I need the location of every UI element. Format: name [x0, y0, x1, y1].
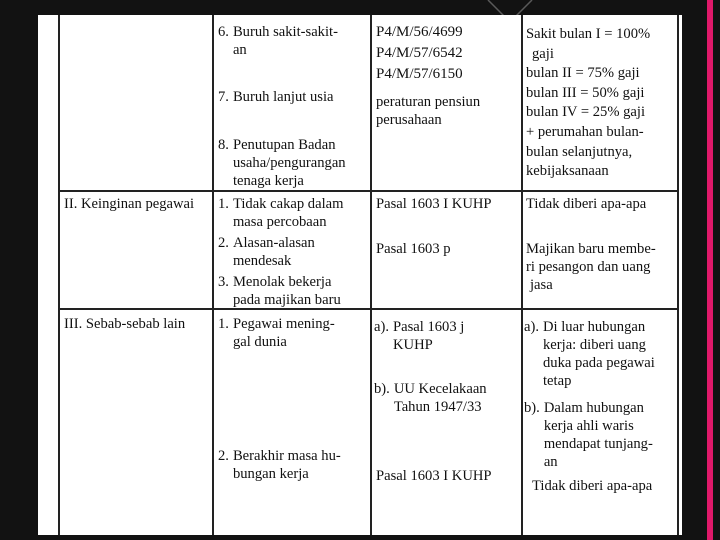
section-2-item-1: 1. Tidak cakap dalam masa percobaan	[218, 196, 344, 230]
regulation-codes: P4/M/56/4699 P4/M/57/6542 P4/M/57/6150	[376, 24, 463, 82]
column-divider-2	[370, 15, 372, 535]
section-3-label: III. Sebab-sebab lain	[64, 316, 186, 332]
row-divider-section-2	[58, 190, 678, 192]
section-2-item-3: 3. Menolak bekerja pada majikan baru	[218, 274, 341, 308]
column-divider-1	[212, 15, 214, 535]
section-2-item-2: 2. Alasan-alasan mendesak	[218, 235, 315, 269]
table-border-right	[677, 15, 679, 535]
sick-pay-scheme: Sakit bulan I = 100% gaji bulan II = 75% gaji bulan III = 50% gaji bulan IV = 25% gaji + perumahan bulan- bulan selanjutnya, kebijaksanaan	[526, 26, 651, 180]
item-6-buruh-sakit: 6. Buruh sakit-sakit- an	[218, 24, 338, 58]
section-2-label: II. Keinginan pegawai	[64, 196, 195, 212]
section-2-item-1-result: Tidak diberi apa-apa	[526, 196, 647, 212]
section-2-item-2-law: Pasal 1603 p	[376, 241, 451, 257]
section-3-item-2-law: Pasal 1603 I KUHP	[376, 468, 492, 484]
accent-bar	[707, 0, 713, 540]
item-7-buruh-lanjut-usia: 7. Buruh lanjut usia	[218, 89, 334, 105]
section-2-item-2-result: Majikan baru membe- ri pesangon dan uang jasa	[526, 241, 656, 293]
section-3-item-1: 1. Pegawai mening- gal dunia	[218, 316, 335, 350]
column-divider-3	[521, 15, 523, 535]
row-divider-section-3	[58, 308, 678, 310]
section-3-result-b: b). Dalam hubungan kerja ahli waris mendapat tunjang- an	[524, 400, 653, 470]
section-3-item-2-result: Tidak diberi apa-apa	[532, 478, 653, 494]
pension-regulation: peraturan pensiun perusahaan	[376, 94, 481, 128]
scanned-table-page	[38, 15, 682, 535]
table-border-left	[58, 15, 60, 535]
section-3-result-a: a). Di luar hubungan kerja: diberi uang duka pada pegawai tetap	[524, 319, 655, 389]
section-3-law-a: a). Pasal 1603 j KUHP	[374, 319, 465, 353]
section-3-item-2: 2. Berakhir masa hu- bungan kerja	[218, 448, 341, 482]
section-3-law-b: b). UU Kecelakaan Tahun 1947/33	[374, 381, 487, 415]
item-8-penutupan-badan: 8. Penutupan Badan usaha/pengurangan tenaga kerja	[218, 137, 346, 189]
section-2-item-1-law: Pasal 1603 I KUHP	[376, 196, 492, 212]
